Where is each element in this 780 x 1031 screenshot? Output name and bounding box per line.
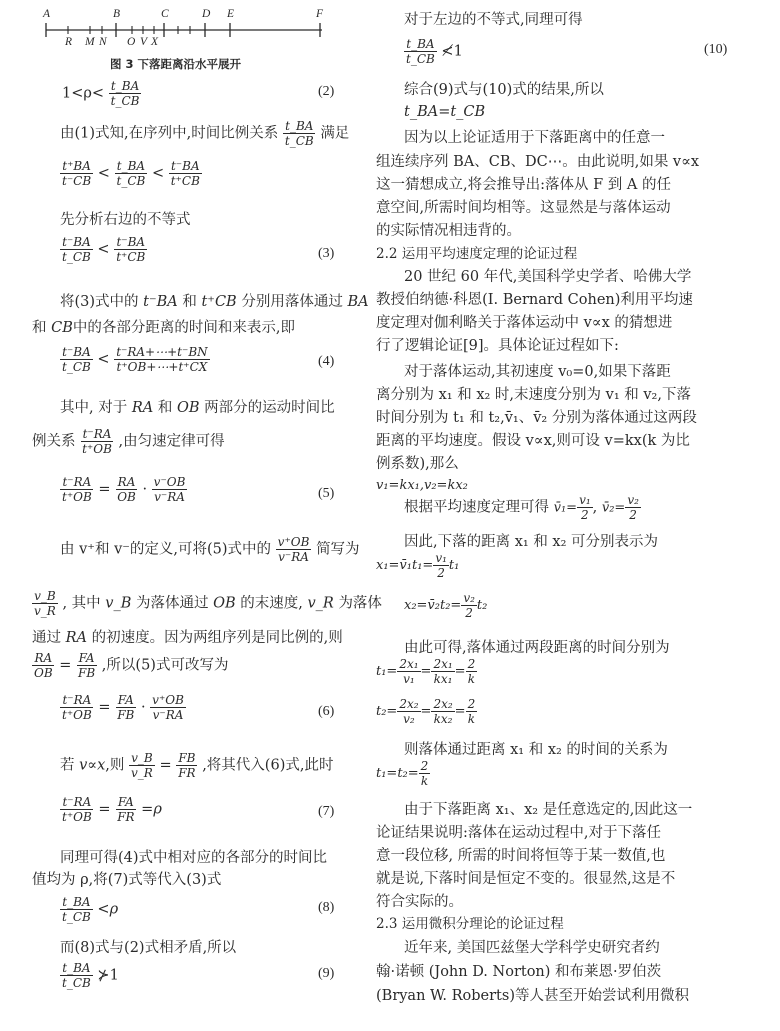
eq4-num: t⁻RA+⋯+t⁻BN — [116, 345, 208, 359]
p8d: ,将其代入(6)式,此时 — [202, 757, 334, 774]
eq8-number: (8) — [318, 900, 335, 915]
p4e: 两部分的运动时间比 — [204, 400, 335, 416]
right-p3-l5: 的实际情况相违背的。 — [376, 223, 521, 239]
p8a: 若 — [60, 757, 75, 774]
p1-end: 满足 — [320, 125, 350, 142]
paragraph-where-line2: 例关系 $\frac{t^-RA}{t^+OB}$ ,由匀速定律可得 — [32, 427, 225, 456]
right-p5-l2: 离分别为 x₁ 和 x₂ 时,末速度分别为 v₁ 和 v₂,下落 — [376, 387, 691, 403]
right-p11-l2: 翰·诺顿 (John D. Norton) 和布莱恩·罗伯茨 — [376, 964, 662, 980]
right-p5-l3: 时间分别为 t₁ 和 t₂,v̄₁、v̄₂ 分别为落体通过这两段 — [376, 410, 697, 426]
p7: ,所以(5)式可改写为 — [101, 657, 229, 674]
paragraph-where — [60, 396, 335, 417]
right-p7: 因此,下落的距离 x₁ 和 x₂ 可分别表示为 — [404, 534, 659, 550]
figure-caption: 图 3 下落距离沿水平展开 — [110, 57, 242, 71]
p6a: , 其中 — [62, 595, 101, 612]
right-p4-l1: 20 世纪 60 年代,美国科学史学者、哈佛大学 — [404, 269, 692, 285]
paragraph-replace — [60, 290, 369, 311]
p3d: BA — [347, 294, 369, 310]
equation-x2: x₂=v̄₂t₂= $\frac{\text{v₂}}{2}$ t₂ — [404, 591, 488, 620]
paragraph-similarly: 同理可得(4)式中相对应的各部分的时间比 — [60, 850, 328, 866]
p8b: v∝x — [79, 757, 106, 774]
equation-t2: t₂= $\frac{\text{2x₂}}{\text{v₂}}$ = $\frac{\text{2x₂}}{\text{kx₂}}$ = $\frac{2}{k}$ — [376, 697, 476, 726]
right-eq-velocities: v₁=kx₁,v₂=kx₂ — [376, 478, 468, 493]
paragraph-vb-line2: 通过 RA 的初速度。因为两组序列是同比例的,则 — [32, 630, 343, 646]
ineq-c-den: t⁺CB — [170, 174, 200, 188]
paragraph-similarly-line2: 值均为 ρ,将(7)式等代入(3)式 — [32, 872, 222, 888]
point-label-o: O — [127, 36, 136, 48]
point-label-n: N — [99, 36, 107, 48]
eq4-den: t⁺OB+⋯+t⁺CX — [116, 360, 208, 374]
equation-t1-t2: t₁=t₂= $\frac{2}{k}$ — [376, 759, 429, 788]
p6b: 为落体通过 — [135, 595, 209, 612]
eq9-number: (9) — [318, 966, 335, 981]
right-p10-l3: 意一段位移, 所需的时间将恒等于某一数值,也 — [376, 848, 666, 864]
equation-9: $\frac{t\_BA}{t\_CB}$ ⊁1 — [62, 961, 119, 990]
right-p2: 综合(9)式与(10)式的结果,所以 — [404, 82, 604, 98]
eq5-mid-num: RA — [117, 475, 136, 489]
ineq-b-num: t_BA — [116, 159, 146, 173]
right-p3-l2: 组连续序列 BA、CB、DC⋯。由此说明,如果 v∝x — [376, 154, 700, 170]
inequality-chain: $\frac{t^+BA}{t^-CB}$ < $\frac{t\_BA}{t\_CB}$ < $\frac{t^-BA}{t^+CB}$ — [62, 159, 200, 188]
equation-3: $\frac{t^-BA}{t\_CB}$ < $\frac{t^-BA}{t^+CB}$ — [62, 235, 146, 264]
point-label-a: A — [43, 8, 51, 20]
right-p11-l1: 近年来, 美国匹兹堡大学科学史研究者约 — [404, 940, 660, 956]
eq5-mid-den: OB — [117, 490, 136, 504]
eq2-den: t_CB — [110, 94, 140, 108]
eq3-number: (3) — [318, 246, 335, 261]
p3g: 中的各部分距离的时间和来表示,即 — [72, 320, 295, 336]
equation-8: $\frac{t\_BA}{t\_CB}$ <ρ — [62, 895, 119, 924]
right-p1: 对于左边的不等式,同理可得 — [404, 12, 583, 28]
p4c: 和 — [157, 400, 173, 416]
right-p4-l4: 行了逻辑论证[9]。具体论证过程如下: — [376, 338, 619, 354]
paragraph-rewrite: $\frac{RA}{OB}$ = $\frac{FA}{FB}$ ,所以(5)式可改写为 — [34, 651, 229, 680]
right-p5-l1: 对于落体运动,其初速度 v₀=0,如果下落距 — [404, 364, 671, 380]
right-p4-l3: 度定理对伽利略关于落体运动中 v∝x 的猜想进 — [376, 315, 673, 331]
ineq-a-num: t⁺BA — [62, 159, 91, 173]
right-p6-text: 根据平均速度定理可得 — [404, 499, 549, 516]
right-p6: 根据平均速度定理可得 v̄₁= $\frac{\text{v₁}}{2}$ , v̄₂= $\frac{\text{v₂}}{2}$ — [404, 493, 639, 522]
p3f: CB — [51, 320, 73, 336]
paragraph-if: 若 v∝x,则 $\frac{v\_B}{v\_R}$ = $\frac{FB}{FR}$ ,将其代入(6)式,此时 — [60, 751, 334, 780]
right-p9: 则落体通过距离 x₁ 和 x₂ 的时间的关系为 — [404, 742, 668, 758]
point-label-f: F — [316, 8, 324, 20]
equation-6: $\frac{t^-RA}{t^+OB}$ = $\frac{FA}{FB}$ · $\frac{v^+OB}{v^-RA}$ — [62, 693, 184, 722]
equation-4: $\frac{t^-BA}{t\_CB}$ < $\frac{t^-RA+\cdots+t^-BN}{t^+OB+\cdots+t^+CX}$ — [62, 345, 208, 374]
right-p3-l4: 意空间,所需时间均相等。这显然是与落体运动 — [376, 200, 671, 216]
p6d: 为落体 — [338, 595, 382, 612]
p4b: RA — [131, 400, 154, 416]
p4d: OB — [176, 400, 200, 416]
right-p5-l4: 距离的平均速度。假设 v∝x,则可设 v=kx(k 为比 — [376, 433, 690, 449]
eq5-number: (5) — [318, 486, 335, 501]
equation-10: $\frac{t\_BA}{t\_CB}$ ≮1 — [406, 37, 463, 66]
paragraph-replace-line2 — [32, 316, 295, 337]
p3b: 和 — [182, 294, 197, 310]
right-p10-l4: 就是说,下落时间是恒定不变的。很显然,这是不 — [376, 871, 676, 887]
right-p11-l3: (Bryan W. Roberts)等人甚至开始尝试利用微积 — [376, 988, 689, 1004]
p1-frac-den: t_CB — [284, 134, 314, 148]
equation-5: $\frac{t^-RA}{t^+OB}$ = $\frac{RA}{OB}$ · $\frac{v^-OB}{v^-RA}$ — [62, 475, 186, 504]
equation-2 — [62, 80, 142, 107]
right-p10-l5: 符合实际的。 — [376, 894, 463, 910]
right-p8: 由此可得,落体通过两段距离的时间分别为 — [404, 640, 670, 656]
eq5-r-num: v⁻OB — [153, 475, 186, 489]
paragraph-analyze-right: 先分析右边的不等式 — [60, 212, 191, 228]
eq10-number: (10) — [704, 42, 728, 57]
p3-sym2: t⁺CB — [201, 294, 237, 310]
paragraph-contradiction: 而(8)式与(2)式相矛盾,所以 — [60, 940, 237, 956]
point-label-d: D — [202, 8, 211, 20]
eq2-lhs: 1<ρ< — [62, 85, 105, 102]
point-label-r: R — [65, 36, 73, 48]
p3a: 将(3)式中的 — [60, 294, 139, 310]
p5a: 由 v⁺和 v⁻的定义,可将(5)式中的 — [60, 541, 272, 558]
point-label-e: E — [227, 8, 235, 20]
right-p3-l3: 这一猜想成立,将会推导出:落体从 F 到 A 的任 — [376, 177, 671, 193]
p1-frac-num: t_BA — [285, 119, 314, 133]
eq5-r-den: v⁻RA — [154, 490, 185, 504]
p1-text: 由(1)式知,在序列中,时间比例关系 — [60, 125, 279, 142]
eq2-num: t_BA — [110, 79, 140, 93]
p5b: 简写为 — [316, 541, 360, 558]
right-eq-final: t_BA=t_CB — [404, 104, 486, 120]
equation-7: $\frac{t^-RA}{t^+OB}$ = $\frac{FA}{FR}$ =ρ — [62, 795, 162, 824]
right-p10-l1: 由于下落距离 x₁、x₂ 是任意选定的,因此这一 — [404, 802, 693, 818]
p4g: ,由匀速定律可得 — [118, 433, 225, 450]
eq2-number: (2) — [318, 84, 335, 99]
p4f: 例关系 — [32, 433, 76, 450]
eq7-number: (7) — [318, 804, 335, 819]
ineq-b-den: t_CB — [116, 174, 146, 188]
p6c: 的末速度, — [240, 595, 303, 612]
p8c: ,则 — [105, 757, 125, 774]
paragraph-definition: 由 v⁺和 v⁻的定义,可将(5)式中的 $\frac{v^+OB}{v^-RA}$ 简写为 — [60, 535, 360, 564]
right-p4-l2: 教授伯纳德·科恩(I. Bernard Cohen)利用平均速 — [376, 292, 693, 308]
p6f: 的初速度。因为两组序列是同比例的,则 — [91, 630, 343, 646]
right-p3-l1: 因为以上论证适用于下落距离中的任意一 — [404, 130, 665, 146]
ineq-c-num: t⁻BA — [170, 159, 200, 173]
eq6-number: (6) — [318, 704, 335, 719]
point-label-x: X — [151, 36, 159, 48]
equation-t1: t₁= $\frac{\text{2x₁}}{\text{v₁}}$ = $\frac{\text{2x₁}}{\text{kx₁}}$ = $\frac{2}{k}$ — [376, 657, 476, 686]
eq4-number: (4) — [318, 354, 335, 369]
p3e: 和 — [32, 320, 47, 336]
point-label-b: B — [113, 8, 121, 20]
section-heading-2-3: 2.3 运用微积分理论的论证过程 — [376, 916, 564, 932]
ineq-a-den: t⁻CB — [62, 174, 92, 188]
point-label-c: C — [161, 8, 169, 20]
paragraph-ratio-satisfies — [60, 120, 349, 147]
section-heading-2-2: 2.2 运用平均速度定理的论证过程 — [376, 246, 578, 262]
p6e: 通过 — [32, 630, 61, 646]
right-p5-l5: 例系数),那么 — [376, 456, 459, 472]
p3c: 分别用落体通过 — [241, 294, 343, 310]
equation-x1: x₁=v̄₁t₁= $\frac{\text{v₁}}{2}$ t₁ — [376, 551, 460, 580]
p4a: 其中, 对于 — [60, 400, 128, 416]
right-p10-l2: 论证结果说明:落体在运动过程中,对于下落任 — [376, 825, 661, 841]
p3-sym1: t⁻BA — [143, 294, 178, 310]
point-label-m: M — [85, 36, 95, 48]
paragraph-vb: $\frac{v\_B}{v\_R}$ , 其中 v_B 为落体通过 OB 的末速度, v_R 为落体 — [34, 589, 382, 618]
point-label-v: V — [140, 36, 148, 48]
